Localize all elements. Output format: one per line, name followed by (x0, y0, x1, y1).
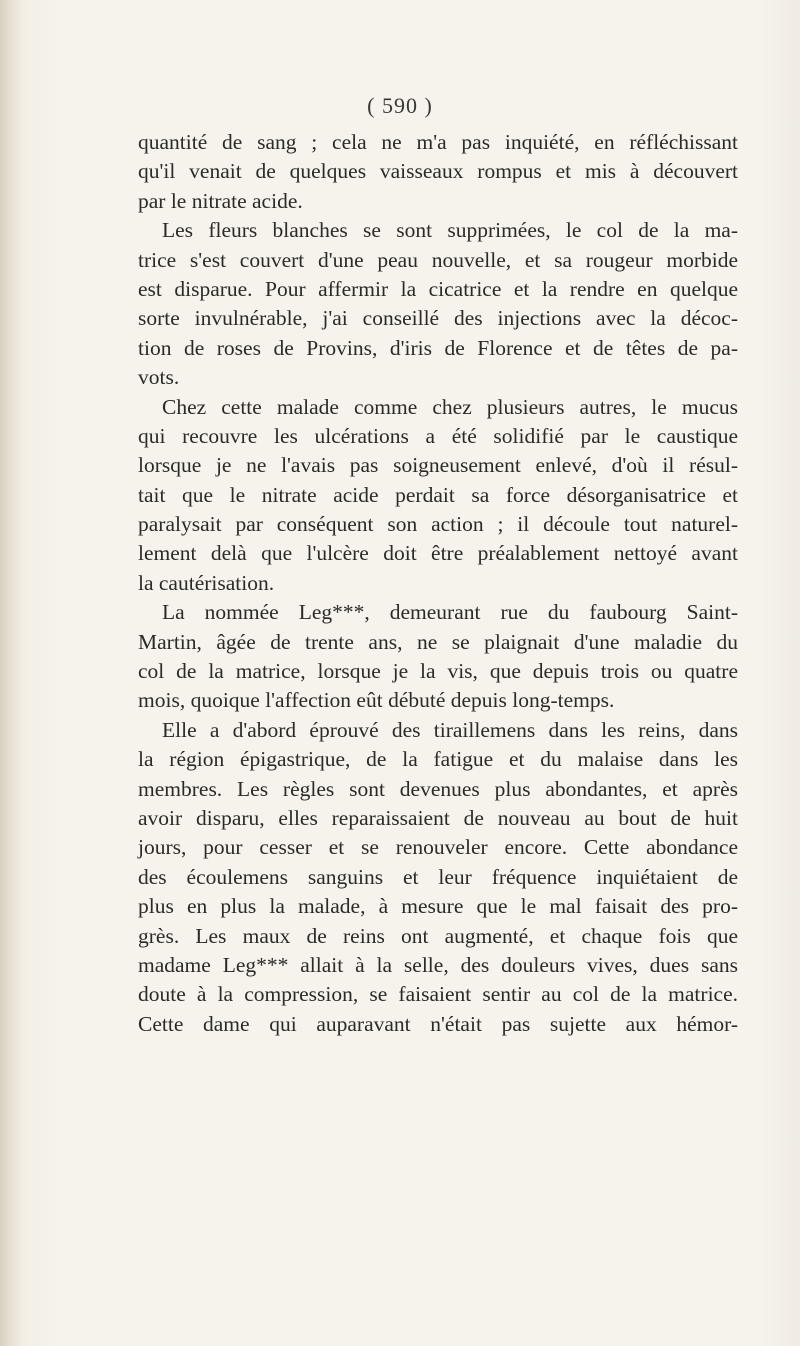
text-line: est disparue. Pour affermir la cicatrice et la rendre en quelque (138, 276, 738, 301)
page-binding-edge (0, 0, 22, 1346)
text-line: des écoulemens sanguins et leur fréquence inquiétaient de (138, 864, 738, 889)
text-line: Martin, âgée de trente ans, ne se plaignait d'une maladie du (138, 629, 738, 654)
page-number: ( 590 ) (367, 93, 433, 118)
text-line: mois, quoique l'affection eût débuté depuis long-temps. (138, 688, 615, 713)
text-line: avoir disparu, elles reparaissaient de nouveau au bout de huit (138, 805, 738, 830)
text-line: lement delà que l'ulcère doit être préalablement nettoyé avant (138, 541, 738, 566)
text-line: Les fleurs blanches se sont supprimées, le col de la ma- (162, 218, 738, 243)
text-line: madame Leg*** allait à la selle, des douleurs vives, dues sans (138, 952, 738, 977)
text-line: vots. (138, 365, 180, 390)
text-line: Cette dame qui auparavant n'était pas sujette aux hémor- (138, 1011, 738, 1036)
text-line: qu'il venait de quelques vaisseaux rompus et mis à découvert (138, 159, 738, 184)
text-line: la cautérisation. (138, 570, 275, 595)
text-line: la région épigastrique, de la fatigue et du malaise dans les (138, 747, 738, 772)
text-line: sorte invulnérable, j'ai conseillé des injections avec la décoc- (138, 306, 738, 331)
text-line: tait que le nitrate acide perdait sa force désorganisatrice et (138, 482, 738, 507)
text-line: tion de roses de Provins, d'iris de Florence et de têtes de pa- (138, 335, 738, 360)
text-line: plus en plus la malade, à mesure que le mal faisait des pro- (138, 894, 738, 919)
text-line: doute à la compression, se faisaient sentir au col de la matrice. (138, 982, 738, 1007)
text-line: col de la matrice, lorsque je la vis, que depuis trois ou quatre (138, 659, 738, 684)
text-line: trice s'est couvert d'une peau nouvelle, et sa rougeur morbide (138, 247, 738, 272)
text-line: par le nitrate acide. (138, 188, 303, 213)
text-line: grès. Les maux de reins ont augmenté, et chaque fois que (138, 923, 738, 948)
text-line: Chez cette malade comme chez plusieurs autres, le mucus (162, 394, 738, 419)
text-line: qui recouvre les ulcérations a été solidifié par le caustique (138, 423, 738, 448)
text-line: lorsque je ne l'avais pas soigneusement enlevé, d'où il résul- (138, 453, 738, 478)
text-line: jours, pour cesser et se renouveler encore. Cette abondance (138, 835, 738, 860)
text-line: membres. Les règles sont devenues plus abondantes, et après (138, 776, 738, 801)
text-line: Elle a d'abord éprouvé des tiraillemens dans les reins, dans (162, 717, 738, 742)
text-line: La nommée Leg***, demeurant rue du faubourg Saint- (162, 600, 738, 625)
body-text (138, 128, 738, 1039)
text-line: paralysait par conséquent son action ; il découle tout naturel- (138, 512, 738, 537)
text-line: quantité de sang ; cela ne m'a pas inquiété, en réfléchissant (138, 130, 738, 154)
